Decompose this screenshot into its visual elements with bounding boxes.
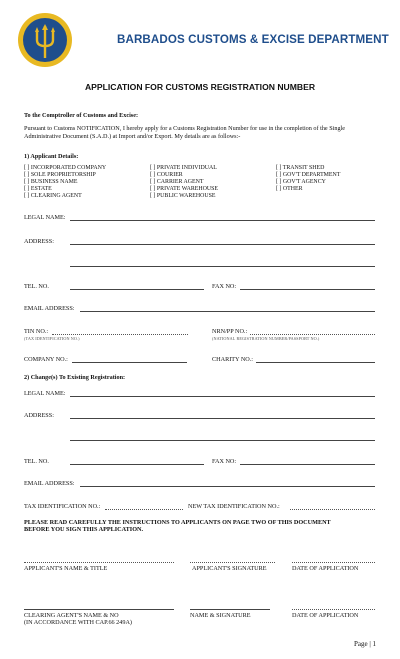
intro-paragraph: Pursuant to Customs NOTIFICATION, I hereby apply for a Customs Registration Number for use in the completion of the Single Administrative Document (S.A.D.) at Import and/or Export. My details are as follows:- — [24, 125, 346, 140]
checkbox-incorporated-company[interactable]: [ ] INCORPORATED COMPANY — [24, 165, 107, 171]
company-label: COMPANY NO.: — [24, 356, 68, 363]
agent-name-label: CLEARING AGENT'S NAME & NO — [24, 612, 119, 619]
checkbox-other[interactable]: [ ] OTHER — [276, 185, 303, 192]
fax2-field[interactable] — [240, 464, 375, 465]
legal-name-label: LEGAL NAME: — [24, 214, 66, 221]
legal-name2-label: LEGAL NAME: — [24, 390, 66, 397]
address-field-line2[interactable] — [70, 266, 375, 267]
address2-label: ADDRESS: — [24, 412, 54, 419]
tin-field[interactable] — [52, 334, 188, 335]
agent-note: (IN ACCORDANCE WITH CAP.66 249A) — [24, 619, 132, 626]
nrn-sublabel: (NATIONAL REGISTRATION NUMBER/PASSPORT NO.) — [212, 336, 320, 341]
name-signature-field[interactable] — [190, 609, 270, 610]
form-title: APPLICATION FOR CUSTOMS REGISTRATION NUMBER — [84, 82, 316, 92]
trident-logo-icon — [17, 12, 73, 68]
date2-label: DATE OF APPLICATION — [292, 612, 359, 619]
nrn-field[interactable] — [250, 334, 375, 335]
email-label: EMAIL ADDRESS: — [24, 305, 75, 312]
checkbox-private-individual[interactable]: [ ] PRIVATE INDIVIDUAL — [150, 165, 217, 171]
applicant-type-col3 — [276, 165, 340, 193]
checkbox-govt-agency[interactable]: [ ] GOV'T AGENCY — [276, 178, 326, 185]
checkbox-carrier-agent[interactable]: [ ] CARRIER AGENT — [150, 178, 204, 185]
address2-field-line1[interactable] — [70, 418, 375, 419]
fax-field[interactable] — [240, 289, 375, 290]
checkbox-clearing-agent[interactable]: [ ] CLEARING AGENT — [24, 192, 82, 199]
tax-id-field[interactable] — [105, 509, 183, 510]
company-field[interactable] — [72, 362, 187, 363]
fax-label: FAX NO: — [212, 283, 237, 290]
applicant-type-col2 — [150, 165, 218, 200]
applicant-signature-field[interactable] — [190, 562, 275, 563]
legal-name-field[interactable] — [70, 220, 375, 221]
nrn-label: NRN/PP NO.: — [212, 328, 248, 335]
checkbox-public-warehouse[interactable]: [ ] PUBLIC WAREHOUSE — [150, 192, 216, 199]
applicant-type-col1 — [24, 165, 106, 200]
new-tax-id-label: NEW TAX IDENTIFICATION NO.: — [188, 503, 280, 510]
address-label: ADDRESS: — [24, 238, 54, 245]
tin-label: TIN NO.: — [24, 328, 49, 335]
section-changes: 2) Change(s) To Existing Registration: — [24, 374, 126, 381]
checkbox-business-name[interactable]: [ ] BUSINESS NAME — [24, 178, 78, 185]
agent-name-field[interactable] — [24, 609, 174, 610]
applicant-name-field[interactable] — [24, 562, 174, 563]
notice-line2: BEFORE YOU SIGN THIS APPLICATION. — [24, 526, 144, 533]
email-field[interactable] — [80, 311, 375, 312]
checkbox-sole-proprietorship[interactable]: [ ] SOLE PROPRIETORSHIP — [24, 171, 96, 178]
tel2-label: TEL. NO. — [24, 458, 49, 465]
checkbox-private-warehouse[interactable]: [ ] PRIVATE WAREHOUSE — [150, 185, 219, 192]
date1-label: DATE OF APPLICATION — [292, 565, 359, 572]
charity-field[interactable] — [256, 362, 375, 363]
salutation: To the Comptroller of Customs and Excise: — [24, 112, 139, 119]
address2-field-line2[interactable] — [70, 440, 375, 441]
checkbox-estate[interactable]: [ ] ESTATE — [24, 185, 52, 192]
email2-field[interactable] — [80, 486, 375, 487]
section-applicant-details: 1) Applicant Details: — [24, 153, 79, 160]
tax-id-label: TAX IDENTIFICATION NO.: — [24, 503, 101, 510]
notice-line1: PLEASE READ CAREFULLY THE INSTRUCTIONS TO APPLICANTS ON PAGE TWO OF THIS DOCUMENT — [24, 519, 331, 526]
email2-label: EMAIL ADDRESS: — [24, 480, 75, 487]
new-tax-id-field[interactable] — [290, 509, 375, 510]
legal-name2-field[interactable] — [70, 396, 375, 397]
applicant-name-label: APPLICANT'S NAME & TITLE — [24, 565, 108, 572]
tin-sublabel: (TAX IDENTIFICATION NO.) — [24, 336, 80, 341]
department-name: BARBADOS CUSTOMS & EXCISE DEPARTMENT — [117, 33, 389, 46]
date1-field[interactable] — [292, 562, 375, 563]
tel-label: TEL. NO. — [24, 283, 49, 290]
checkbox-transit-shed[interactable]: [ ] TRANSIT SHED — [276, 165, 325, 171]
applicant-signature-label: APPLICANT'S SIGNATURE — [192, 565, 267, 572]
charity-label: CHARITY NO.: — [212, 356, 254, 363]
tel2-field[interactable] — [70, 464, 204, 465]
checkbox-courier[interactable]: [ ] COURIER — [150, 171, 183, 178]
tel-field[interactable] — [70, 289, 204, 290]
checkbox-govt-department[interactable]: [ ] GOV'T DEPARTMENT — [276, 171, 341, 178]
page-number: Page | 1 — [353, 640, 376, 648]
name-signature-label: NAME & SIGNATURE — [190, 612, 251, 619]
address-field-line1[interactable] — [70, 244, 375, 245]
date2-field[interactable] — [292, 609, 375, 610]
fax2-label: FAX NO: — [212, 458, 237, 465]
